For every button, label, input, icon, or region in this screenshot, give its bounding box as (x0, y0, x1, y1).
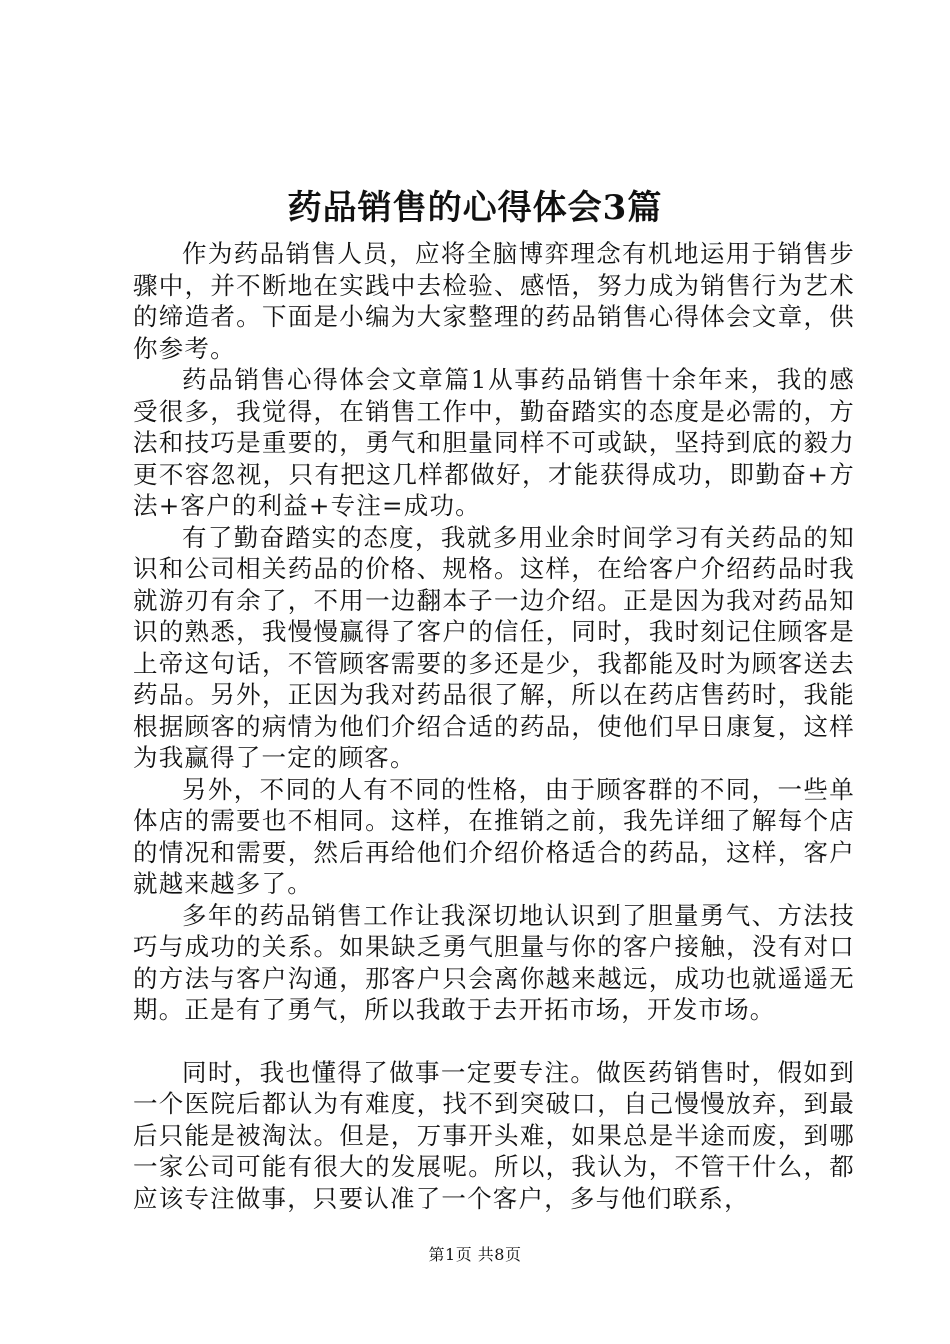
document-body (133, 238, 855, 1214)
paragraph-1: 药品销售心得体会文章篇1从事药品销售十余年来，我的感受很多，我觉得，在销售工作中，勤奋踏实的态度是必需的，方法和技巧是重要的，勇气和胆量同样不可或缺，坚持到底的毅力更不容忽视，只有把这几样都做好，才能获得成功，即勤奋+方法+客户的利益+专注=成功。 (133, 365, 855, 520)
paragraph-4: 多年的药品销售工作让我深切地认识到了胆量勇气、方法技巧与成功的关系。如果缺乏勇气胆量与你的客户接触，没有对口的方法与客户沟通，那客户只会离你越来越远，成功也就遥遥无期。正是有了勇气，所以我敢于去开拓市场，开发市场。 (133, 900, 855, 1024)
paragraph-2: 有了勤奋踏实的态度，我就多用业余时间学习有关药品的知识和公司相关药品的价格、规格。这样，在给客户介绍药品时我就游刃有余了，不用一边翻本子一边介绍。正是因为我对药品知识的熟悉，我慢慢赢得了客户的信任，同时，我时刻记住顾客是上帝这句话，不管顾客需要的多还是少，我都能及时为顾客送去药品。另外，正因为我对药品很了解，所以在药店售药时，我能根据顾客的病情为他们介绍合适的药品，使他们早日康复，这样为我赢得了一定的顾客。 (133, 522, 855, 772)
document-title: 药品销售的心得体会3篇 (287, 188, 663, 228)
paragraph-5: 同时，我也懂得了做事一定要专注。做医药销售时，假如到一个医院后都认为有难度，找不到突破口，自己慢慢放弃，到最后只能是被淘汰。但是，万事开头难，如果总是半途而废，到哪一家公司可能有很大的发展呢。所以，我认为，不管干什么，都应该专注做事，只要认准了一个客户，多与他们联系， (133, 1057, 855, 1213)
paragraph-3: 另外，不同的人有不同的性格，由于顾客群的不同，一些单体店的需要也不相同。这样，在推销之前，我先详细了解每个店的情况和需要，然后再给他们介绍价格适合的药品，这样，客户就越来越多了。 (133, 774, 855, 898)
paragraph-intro: 作为药品销售人员，应将全脑博弈理念有机地运用于销售步骤中，并不断地在实践中去检验、感悟，努力成为销售行为艺术的缔造者。下面是小编为大家整理的药品销售心得体会文章，供你参考。 (133, 239, 855, 363)
page-number-footer: 第1页 共8页 (428, 1245, 522, 1264)
